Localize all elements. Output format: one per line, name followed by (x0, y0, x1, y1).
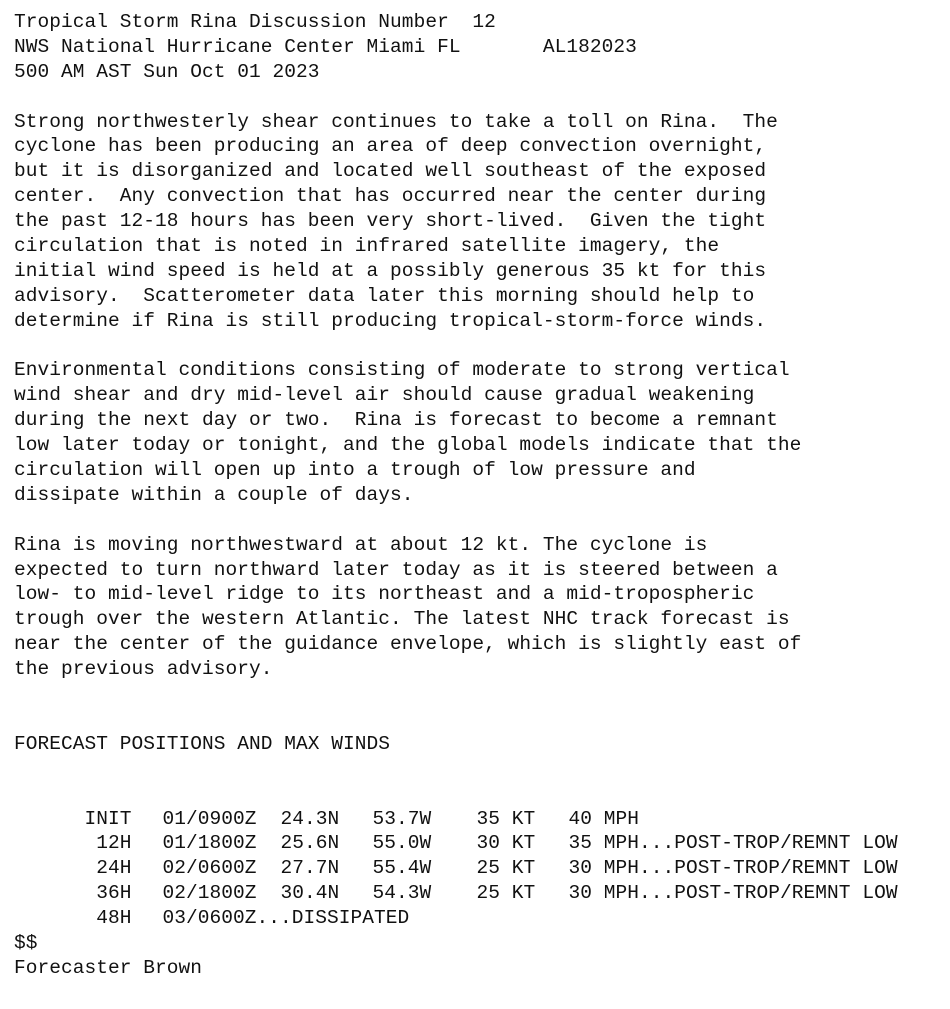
text-line: near the center of the guidance envelope, which is slightly east of (14, 633, 802, 656)
text-line: Environmental conditions consisting of moderate to strong vertical (14, 359, 790, 382)
forecast-wind-kt: 25 KT (476, 882, 536, 905)
forecast-wind-mph: 40 MPH (568, 807, 640, 830)
forecast-time: 01/0900Z (162, 807, 257, 830)
forecast-wind-kt: 30 KT (476, 832, 536, 855)
paragraph-motion (14, 533, 944, 682)
forecast-wind-kt: 35 KT (476, 807, 536, 830)
forecast-latitude: 24.3N (280, 807, 340, 830)
forecast-longitude: 54.3W (372, 882, 432, 905)
end-marker: $$ (14, 931, 38, 954)
text-line: dissipate within a couple of days. (14, 483, 414, 506)
forecast-longitude: 53.7W (372, 807, 432, 830)
forecast-hour: 36H (84, 882, 132, 905)
forecast-hour: 24H (84, 857, 132, 880)
text-line: expected to turn northward later today as it is steered between a (14, 558, 778, 581)
spacer (14, 334, 944, 359)
office-line: NWS National Hurricane Center Miami FL AL182023 (14, 35, 637, 58)
forecast-wind-kt: 25 KT (476, 857, 536, 880)
spacer (14, 85, 944, 110)
text-line: during the next day or two. Rina is forecast to become a remnant (14, 409, 778, 432)
text-line: circulation that is noted in infrared satellite imagery, the (14, 235, 720, 258)
forecast-hour: INIT (84, 807, 132, 830)
text-line: Strong northwesterly shear continues to take a toll on Rina. The (14, 110, 778, 133)
discussion-document (14, 10, 944, 981)
forecast-latitude: 27.7N (280, 857, 340, 880)
text-line: the previous advisory. (14, 658, 273, 681)
paragraph-environment (14, 358, 944, 507)
forecast-latitude: 25.6N (280, 832, 340, 855)
forecast-longitude: 55.0W (372, 832, 432, 855)
forecast-time: 02/1800Z (162, 882, 257, 905)
text-line: Rina is moving northwestward at about 12 kt. The cyclone is (14, 533, 708, 556)
forecast-hour: 12H (84, 832, 132, 855)
spacer (14, 508, 944, 533)
text-line: initial wind speed is held at a possibly generous 35 kt for this (14, 259, 767, 282)
text-line: trough over the western Atlantic. The latest NHC track forecast is (14, 608, 790, 631)
text-line: determine if Rina is still producing tropical-storm-force winds. (14, 309, 767, 332)
text-line: cyclone has been producing an area of deep convection overnight, (14, 135, 767, 158)
discussion-title: Tropical Storm Rina Discussion Number 12 (14, 11, 496, 33)
text-line: circulation will open up into a trough of low pressure and (14, 459, 696, 482)
forecast-wind-mph: 30 MPH...POST-TROP/REMNT LOW (568, 882, 898, 905)
forecast-row-init (14, 782, 944, 830)
text-line: center. Any convection that has occurred near the center during (14, 185, 767, 208)
forecast-dissipated: 03/0600Z...DISSIPATED (162, 907, 410, 930)
spacer (14, 757, 944, 782)
forecast-latitude: 30.4N (280, 882, 340, 905)
forecast-wind-mph: 35 MPH...POST-TROP/REMNT LOW (568, 832, 898, 855)
paragraph-shear (14, 110, 944, 334)
text-line: the past 12-18 hours has been very short-lived. Given the tight (14, 210, 767, 233)
text-line: wind shear and dry mid-level air should cause gradual weakening (14, 384, 755, 407)
forecaster-signature: Forecaster Brown (14, 956, 203, 979)
text-line: but it is disorganized and located well southeast of the exposed (14, 160, 767, 183)
forecast-heading: FORECAST POSITIONS AND MAX WINDS (14, 732, 391, 755)
forecast-hour: 48H (84, 907, 132, 930)
forecast-table (14, 782, 944, 930)
forecast-time: 01/1800Z (162, 832, 257, 855)
spacer (14, 682, 944, 707)
text-line: low later today or tonight, and the global models indicate that the (14, 434, 802, 457)
forecast-wind-mph: 30 MPH...POST-TROP/REMNT LOW (568, 857, 898, 880)
text-line: advisory. Scatterometer data later this morning should help to (14, 284, 755, 307)
spacer (14, 707, 944, 732)
issue-time: 500 AM AST Sun Oct 01 2023 (14, 60, 320, 83)
forecast-time: 02/0600Z (162, 857, 257, 880)
text-line: low- to mid-level ridge to its northeast and a mid-tropospheric (14, 583, 755, 606)
forecast-longitude: 55.4W (372, 857, 432, 880)
